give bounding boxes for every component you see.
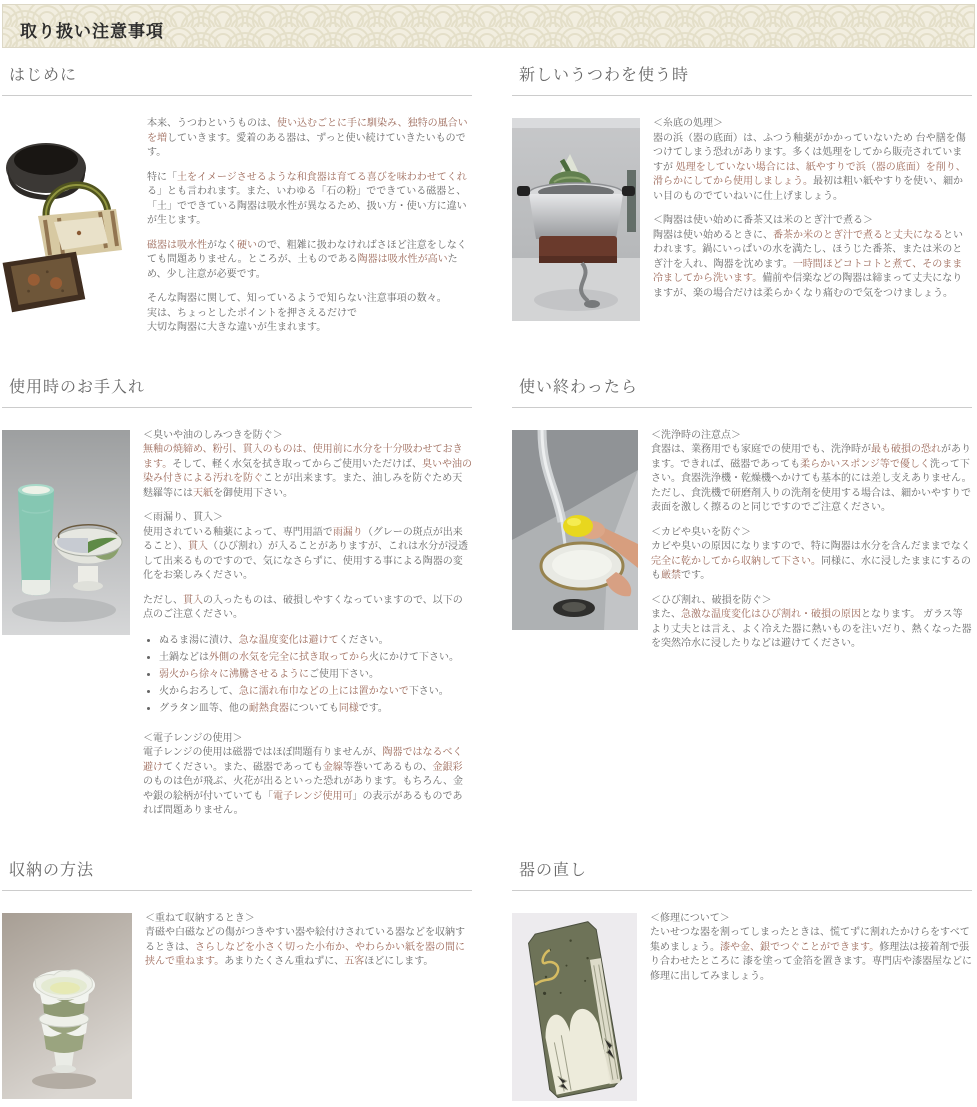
accent-text: 弱火から徐々に沸騰させるように bbox=[159, 668, 309, 680]
body-text: ＜糸底の処理＞ bbox=[653, 118, 723, 129]
teal-cup-bowl-photo bbox=[2, 430, 130, 635]
accent-text: 完全に乾かしてから収納して下さい。 bbox=[651, 555, 821, 567]
body-text: といわれます。鍋にいっぱいの水を満たし、ほうじた番茶、または米のとぎ汁を入れ、陶器を沈めます。 bbox=[653, 229, 963, 270]
accent-text: 柔らかいスポンジ等で優しく bbox=[800, 458, 930, 470]
body-text: ため、少し注意が必要です。 bbox=[147, 254, 458, 280]
body-text: となります。 ガラス等より丈夫とは言え、よく冷えた器に熱いものを注いだり、熱くなった器を突然冷水に浸したりなどは避けてください。 bbox=[651, 609, 972, 649]
page-title: 取り扱い注意事項 bbox=[20, 22, 164, 41]
section-text-repair bbox=[650, 911, 972, 995]
section-heading-repair: 器の直し bbox=[512, 857, 972, 891]
body-text: る」とも言われます。また、いわゆる「石の粉」でできている磁器と、「土」でできている陶器は吸水性が異なるため、扱い方・使い方に違いが生じます。 bbox=[147, 186, 467, 226]
body-text: あまりたくさん重ねずに、 bbox=[224, 956, 345, 967]
section-heading-storage: 収納の方法 bbox=[2, 857, 472, 891]
body-text: ＜カビや臭いを防ぐ＞ bbox=[651, 526, 751, 538]
paragraph bbox=[143, 429, 472, 502]
section-care-in-use bbox=[2, 374, 472, 829]
accent-text: 陶器ではなるべく避け bbox=[143, 747, 463, 773]
paragraph bbox=[653, 214, 972, 301]
body-text: 使用されている釉薬によって、専門用語で bbox=[143, 526, 333, 538]
body-text: てください。また、磁器であっても bbox=[163, 761, 323, 773]
body-text: ご使用下さい。 bbox=[309, 668, 379, 680]
body-text: です。 bbox=[358, 702, 388, 714]
body-text: 土鍋などは bbox=[159, 651, 209, 663]
body-text: 」の表示があるものであれば問題ありません。 bbox=[143, 790, 463, 816]
body-text: グラタン皿等、他の bbox=[159, 702, 249, 714]
body-text: ＜臭いや油のしみつきを防ぐ＞ bbox=[143, 429, 283, 441]
paragraph bbox=[650, 912, 972, 985]
body-text: です。 bbox=[681, 570, 711, 581]
body-text: ぬるま湯に漬け、 bbox=[159, 634, 239, 646]
body-text: たいせつな器を割ってしまったときは、慌てずに割れたかけらをすべて集めましょう。 bbox=[650, 927, 970, 953]
section-text-care-in-use bbox=[143, 428, 472, 829]
body-text: 修理法は接着剤で張り合わせたところに 漆を塗って金箔を置きます。専門店や漆器屋などに修理に出してみましょう。 bbox=[650, 941, 972, 982]
body-text: ＜修理について＞ bbox=[650, 912, 730, 924]
body-text: 火からおろして、 bbox=[159, 685, 239, 697]
content-grid bbox=[0, 62, 977, 1107]
section-heading-introduction: はじめに bbox=[2, 62, 472, 96]
stacked-cups-photo bbox=[2, 913, 132, 1099]
section-new-vessel bbox=[512, 62, 972, 346]
body-text: 最初は粗い紙やすりを使い、細かい目のものでていねいに仕上げましょう。 bbox=[653, 176, 963, 202]
body-text: ただし、 bbox=[143, 594, 183, 606]
body-text: がなく bbox=[207, 239, 237, 251]
accent-text: 一時間ほどコトコトと煮て、そのまま冷ましてから洗います。 bbox=[653, 258, 963, 284]
section-storage bbox=[2, 857, 472, 1101]
accent-text: 電子レンジ使用可 bbox=[273, 790, 353, 802]
care-list-item bbox=[159, 633, 472, 648]
body-text: （ひび割れ）が入ることがありますが、これは水分が浸透して出来るものですので、気になさらずに、使用する事による陶器の変化をお楽しみください。 bbox=[143, 541, 468, 581]
body-text: 備前や信楽などの陶器は締まって丈夫になりますが、楽の場合だけは柔らかくなり痛むので気をつけましょう。 bbox=[653, 273, 963, 299]
paragraph bbox=[147, 292, 472, 336]
body-text: 食器は、業務用でも家庭での使用でも、洗浄時が bbox=[651, 444, 871, 455]
accent-text: 急な温度変化は避けて bbox=[238, 634, 339, 646]
body-text: ので、粗雑に扱わなければさほど注意をしなくても問題ありません。ところが、土ものである bbox=[147, 239, 467, 265]
body-text: 青磁や白磁などの傷がつきやすい器や絵付けされている器などを収納するときは、 bbox=[145, 927, 465, 953]
accent-text: 使い込むごとに手に馴染み、独特の風合いを増 bbox=[147, 118, 468, 144]
body-text: の入ったものは、破損しやすくなっていますので、以下の点のご注意ください。 bbox=[143, 594, 463, 620]
section-heading-new-vessel: 新しいうつわを使う時 bbox=[512, 62, 972, 96]
accent-text: 臭いや油の染み付きによる汚れを防ぐ bbox=[143, 458, 473, 484]
accent-text: 貫入 bbox=[188, 541, 208, 552]
paragraph bbox=[147, 239, 472, 283]
body-text: 本来、うつわというものは、 bbox=[147, 118, 277, 129]
body-text: があります。できれば、磁器であっても bbox=[651, 444, 971, 470]
page-header-banner bbox=[2, 4, 975, 48]
accent-text: 無釉の焼締め、粉引、貫入のものは、使用前に水分を十分吸わせておきます。 bbox=[143, 444, 463, 470]
accent-text: 金線 bbox=[322, 761, 343, 773]
body-text: ことが出来ます。また、油しみを防ぐため天麩羅等には bbox=[143, 473, 463, 499]
body-text: ＜重ねて収納するとき＞ bbox=[145, 912, 255, 924]
body-text: ＜電子レンジの使用＞ bbox=[143, 732, 243, 744]
pot-boiling-photo bbox=[512, 118, 640, 321]
section-text-new-vessel bbox=[653, 116, 972, 311]
accent-text: 厳禁 bbox=[661, 570, 681, 581]
accent-text: 漆や金、銀でつぐことができます。 bbox=[720, 941, 880, 953]
body-text: 等巻いてあるもの、 bbox=[342, 761, 433, 773]
accent-text: 処理をしていない場合には、紙やすりで浜（器の底面）を削り、滑らかにしてから使用しましょう。 bbox=[653, 161, 966, 187]
body-text: を御使用下さい。 bbox=[213, 487, 293, 499]
body-text: 火にかけて下さい。 bbox=[369, 651, 459, 663]
paragraph bbox=[143, 511, 472, 584]
section-text-storage bbox=[145, 911, 472, 980]
paragraph bbox=[147, 117, 472, 161]
accent-text: 番茶か米のとぎ汁で煮ると丈夫になる bbox=[773, 229, 943, 241]
accent-text: 硬い bbox=[237, 239, 257, 251]
body-text: 洗って下さい。食器洗浄機・乾燥機へかけても基本的には差し支えありません。ただし、食洗機で研磨剤入りの洗剤を使用する場合は、細かいやすりで表面を激しく擦るのと同じですのでご注意ください。 bbox=[651, 458, 972, 513]
accent-text: 金銀彩 bbox=[432, 761, 463, 773]
body-text: 特に「 bbox=[147, 171, 177, 183]
section-heading-care-in-use: 使用時のお手入れ bbox=[2, 374, 472, 408]
kintsugi-plate-photo bbox=[512, 913, 637, 1101]
accent-text: 外側の水気を完全に拭き取ってから bbox=[209, 651, 369, 663]
body-text: のものは色が飛ぶ、火花が出るといった恐れがあります。もちろん、金や銀の絵柄が付いていても「 bbox=[143, 776, 463, 802]
section-text-introduction bbox=[147, 116, 472, 346]
paragraph bbox=[147, 171, 472, 229]
care-list-item bbox=[159, 684, 472, 699]
accent-text: 急激な温度変化はひび割れ・破損の原因 bbox=[681, 609, 861, 620]
body-text: 大切な陶器に大きな違いが生まれます。 bbox=[147, 322, 327, 333]
body-text: そんな陶器に関して、知っているようで知らない注意事項の数々。 bbox=[147, 293, 447, 304]
body-text: 実は、ちょっとしたポイントを押さえるだけで bbox=[147, 307, 357, 319]
accent-text: 五客 bbox=[344, 956, 365, 967]
body-text: ＜陶器は使い始めに番茶又は米のとぎ汁で煮る＞ bbox=[653, 215, 873, 226]
body-text: ＜雨漏り、貫入＞ bbox=[143, 512, 223, 523]
accent-text: 最も破損の恐れ bbox=[871, 444, 941, 455]
body-text: 電子レンジの使用は磁器ではほぼ問題有りませんが、 bbox=[143, 747, 383, 758]
body-text: カビや臭いの原因になりますので、特に陶器は水分を含んだままでなく bbox=[651, 541, 971, 552]
accent-text: 貫入 bbox=[183, 594, 203, 606]
section-repair bbox=[512, 857, 972, 1101]
accent-text: 陶器は吸水性が高い bbox=[357, 254, 448, 265]
paragraph bbox=[651, 429, 972, 516]
care-list-item bbox=[159, 667, 472, 682]
care-list-item bbox=[159, 650, 472, 665]
section-heading-after-use: 使い終わったら bbox=[512, 374, 972, 408]
body-text: 下さい。 bbox=[408, 685, 449, 697]
body-text: また、 bbox=[651, 609, 681, 620]
accent-text: 雨漏り bbox=[332, 526, 363, 538]
paragraph bbox=[651, 594, 972, 652]
paragraph bbox=[651, 526, 972, 584]
body-text: 同様に、水に浸したままにするのも bbox=[651, 555, 971, 581]
body-text: ください。 bbox=[338, 634, 389, 646]
care-list bbox=[143, 633, 472, 716]
section-introduction bbox=[2, 62, 472, 346]
body-text: 陶器は使い始めるときに、 bbox=[653, 229, 773, 241]
body-text: ＜洗浄時の注意点＞ bbox=[651, 429, 741, 441]
body-text: （グレーの斑点が出来ること）、 bbox=[143, 526, 463, 552]
section-text-after-use bbox=[651, 428, 972, 662]
paragraph bbox=[143, 594, 472, 623]
paragraph bbox=[143, 732, 472, 819]
accent-text: さらしなどを小さく切った小布か、やわらかい紙を器の間に挟んで重ねます。 bbox=[145, 941, 465, 967]
accent-text: 急に濡れ布巾などの上には置かないで bbox=[238, 685, 409, 697]
body-text: についても bbox=[288, 702, 339, 714]
paragraph bbox=[145, 912, 472, 970]
body-text: そして、軽く水気を拭き取ってからご使用いただけば、 bbox=[172, 458, 423, 470]
care-list-item bbox=[159, 701, 472, 716]
paragraph bbox=[653, 117, 972, 204]
accent-text: 同様 bbox=[338, 702, 359, 714]
body-text: ほどにします。 bbox=[364, 956, 434, 967]
body-text: していきます。愛着のある器は、ずっと使い続けていきたいものです。 bbox=[147, 132, 466, 158]
accent-text: 耐熱食器 bbox=[248, 702, 289, 714]
body-text: 器の浜（器の底面）は、ふつう釉薬がかかっていないため 台や膳を傷つけてしまう恐れがあります。多くは処理をしてから販売されていますが bbox=[653, 132, 966, 173]
body-text: ＜ひび割れ、破損を防ぐ＞ bbox=[651, 594, 772, 606]
section-after-use bbox=[512, 374, 972, 829]
pottery-set-photo bbox=[2, 118, 134, 318]
accent-text: 土をイメージさせるような和食器は育てる喜びを味わわせてくれ bbox=[177, 171, 467, 183]
accent-text: 天紙 bbox=[193, 487, 213, 499]
washing-dish-photo bbox=[512, 430, 638, 630]
accent-text: 磁器は吸水性 bbox=[147, 239, 207, 251]
